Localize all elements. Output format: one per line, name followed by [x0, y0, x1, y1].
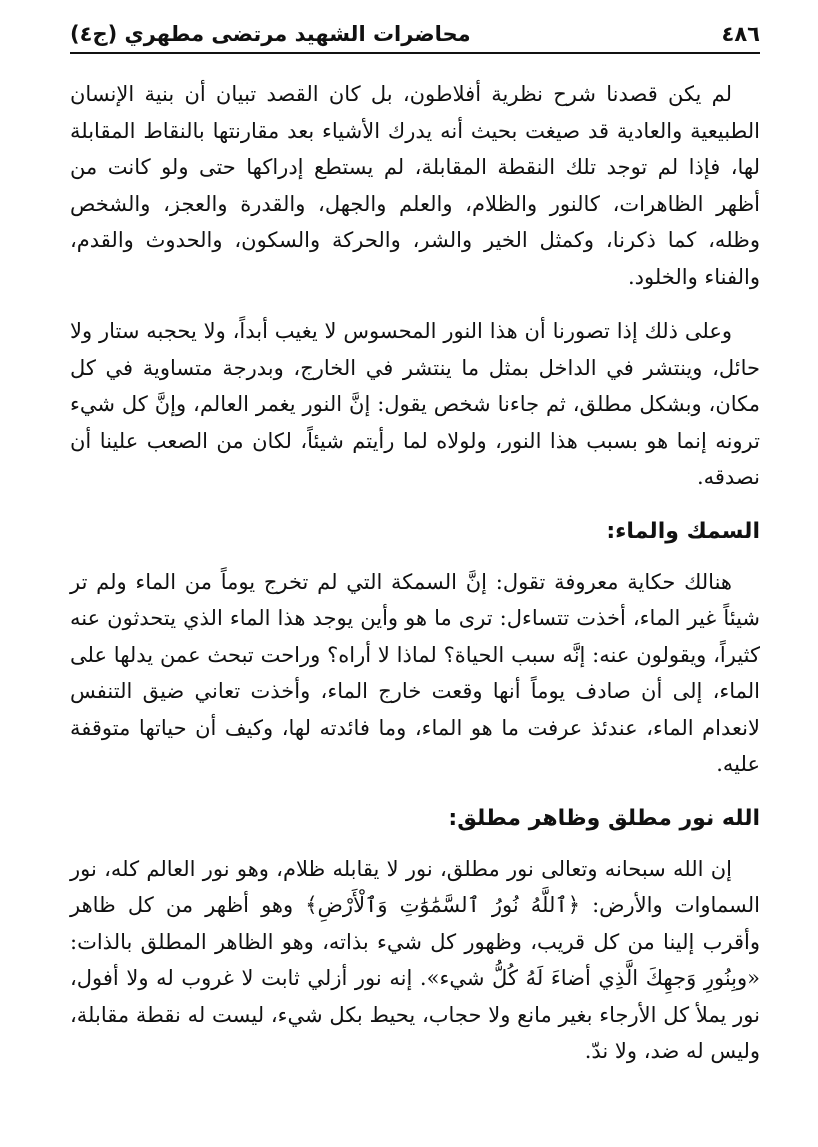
paragraph-fish-story: هنالك حكاية معروفة تقول: إنَّ السمكة التي لم تخرج يوماً من الماء ولم تر شيئاً غير الماء، أخذت تتساءل: ترى ما هو وأين يوجد هذا الماء الذي يتحدثون عنه كثيراً، ويقولون عنه: إنَّه سبب الحياة؟ لماذا لا أراه؟ وراحت تبحث عمن يدلها على الماء، إلى أن صادف يوماً أنها وقعت خارج الماء، وأخذت تعاني ضيق التنفس لانعدام الماء، عندئذ عرفت ما هو الماء، وما فائدته لها، وكيف أن حياتها متوقفة عليه.: [70, 569, 760, 776]
paragraph-absolute-light: إن الله سبحانه وتعالى نور مطلق، نور لا يقابله ظلام، وهو نور العالم كله، نور السماوات والأرض: ﴿ٱللَّهُ نُورُ ٱلسَّمَٰوَٰتِ وَٱلْأَرْضِ﴾ وهو أظهر من كل ظاهر وأقرب إلينا من كل قريب، وظهور كل شيء بذاته، وهو الظاهر المطلق بالذات: «وبِنُورِ وَجهِكَ الَّذِي أضاءَ لَهُ كُلُّ شيء». إنه نور أزلي ثابت لا غروب له ولا أفول، نور يملأ كل الأرجاء بغير مانع ولا حجاب، يحيط بكل شيء، ليست له نقطة مقابلة، وليس له ضد، ولا ندّ.: [70, 856, 760, 1063]
paragraph-1: لم يكن قصدنا شرح نظرية أفلاطون، بل كان القصد تبيان أن بنية الإنسان الطبيعية والعادية قد صيغت بحيث أنه يدرك الأشياء بعد مقارنتها بالنقاط المقابلة لها، فإذا لم توجد تلك النقطة المقابلة، لم يستطع إدراكها حتى ولو كانت من أظهر الظاهرات، كالنور والظلام، والعلم والجهل، والقدرة والعجز، والشخص وظله، كما ذكرنا، وكمثل الخير والشر، والحركة والسكون، والحدوث والقدم، والفناء والخلود.: [70, 82, 760, 289]
running-header: [70, 22, 760, 54]
book-page: [70, 22, 760, 1088]
section-heading-absolute-light: الله نور مطلق وظاهر مطلق:: [448, 805, 760, 831]
paragraph-2: وعلى ذلك إذا تصورنا أن هذا النور المحسوس لا يغيب أبداً، ولا يحجبه ستار ولا حائل، وينتشر في الداخل بمثل ما ينتشر في الخارج، وبدرجة متساوية في كل مكان، وبشكل مطلق، ثم جاءنا شخص يقول: إنَّ النور يغمر العالم، وإنَّ كل شيء ترونه إنما هو بسبب هذا النور، ولولاه لما رأيتم شيئاً، لكان من الصعب علينا أن نصدقه.: [70, 319, 760, 489]
page-number: ٤٨٦: [721, 22, 760, 46]
section-heading-fish-and-water: السمك والماء:: [606, 518, 760, 544]
page-content: [70, 76, 760, 1070]
book-title: محاضرات الشهيد مرتضى مطهري (ج٤): [70, 22, 471, 46]
